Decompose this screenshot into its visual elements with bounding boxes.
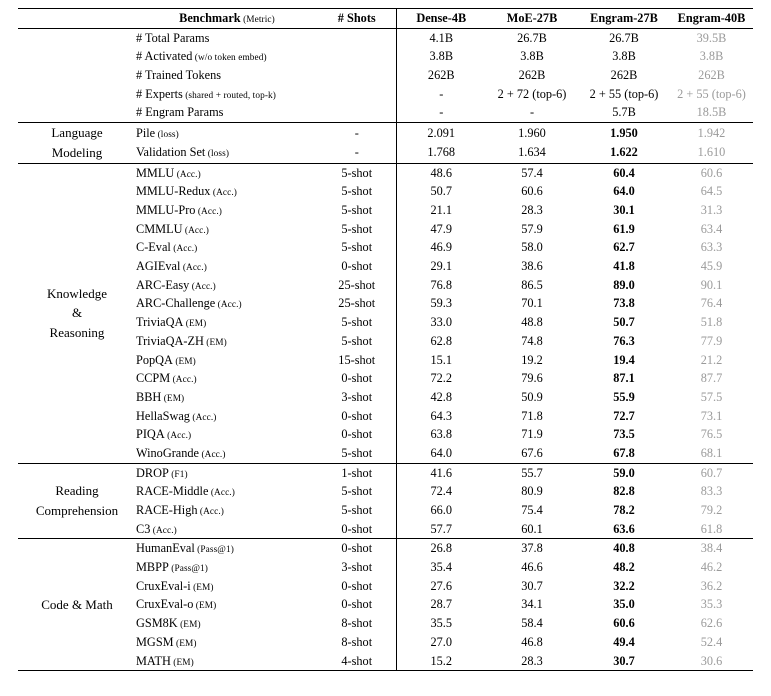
cell-dense4b: 26.8 xyxy=(396,539,486,558)
header-benchmark: Benchmark (Metric) xyxy=(179,11,275,25)
shots-value: 5-shot xyxy=(341,165,373,180)
benchmark-name: ARC-Easy (Acc.) xyxy=(136,277,216,292)
table-row xyxy=(18,29,753,48)
cell-dense4b: 262B xyxy=(396,66,486,85)
cell-moe27b: 38.6 xyxy=(521,259,543,274)
benchmark-name: CCPM (Acc.) xyxy=(136,371,197,386)
cell-engram40b: 61.8 xyxy=(700,521,723,536)
cell-engram40b: 31.3 xyxy=(700,203,723,217)
cell-engram27b: 72.7 xyxy=(613,408,635,423)
benchmark-name: PopQA (EM) xyxy=(136,352,196,367)
cell-dense4b: 41.6 xyxy=(396,464,486,483)
cell-dense4b: 72.4 xyxy=(396,482,486,501)
cell-engram27b: 59.0 xyxy=(613,465,635,480)
cell-dense4b: - xyxy=(396,85,486,104)
benchmark-name: TriviaQA-ZH (EM) xyxy=(136,333,227,348)
cell-engram27b: 89.0 xyxy=(613,277,635,292)
cell-engram27b: 61.9 xyxy=(613,221,635,236)
cell-dense4b: 57.7 xyxy=(396,520,486,539)
shots-value: 5-shot xyxy=(341,221,373,236)
cell-engram40b: 87.7 xyxy=(700,371,723,386)
cell-engram40b: 18.5B xyxy=(696,105,727,120)
cell-moe27b: 46.8 xyxy=(521,634,543,649)
benchmark-name: C-Eval (Acc.) xyxy=(136,240,198,255)
cell-engram27b: 48.2 xyxy=(613,560,635,575)
cell-engram27b: 1.950 xyxy=(610,125,638,140)
header-group-col xyxy=(18,9,136,28)
benchmark-name: AGIEval (Acc.) xyxy=(136,259,207,274)
cell-engram27b: 82.8 xyxy=(613,484,635,499)
cell-engram27b: 30.7 xyxy=(613,653,635,668)
benchmark-name: MBPP (Pass@1) xyxy=(136,560,208,575)
cell-moe27b: 26.7B xyxy=(517,30,547,45)
shots-value: 1-shot xyxy=(341,465,373,480)
header-shots: # Shots xyxy=(337,11,376,25)
cell-engram27b: 49.4 xyxy=(613,634,635,649)
cell-engram27b: 73.5 xyxy=(613,427,635,442)
cell-engram27b: 64.0 xyxy=(613,184,635,199)
cell-dense4b: 72.2 xyxy=(396,369,486,388)
cell-engram40b: 2 + 55 (top-6) xyxy=(677,86,746,101)
shots-value: - xyxy=(354,145,359,160)
cell-moe27b: 50.9 xyxy=(521,389,543,404)
cell-moe27b: 57.9 xyxy=(521,221,543,236)
benchmark-name: # Activated (w/o token embed) xyxy=(136,49,267,64)
cell-moe27b: 58.0 xyxy=(521,240,543,255)
cell-engram40b: 30.6 xyxy=(700,653,723,668)
table-row xyxy=(18,164,753,183)
row-group-label: Language Modeling xyxy=(51,125,103,160)
cell-engram27b: 87.1 xyxy=(613,371,635,386)
benchmark-name: CMMLU (Acc.) xyxy=(136,221,209,236)
benchmark-name: MMLU-Pro (Acc.) xyxy=(136,203,222,217)
shots-value: 8-shot xyxy=(341,616,373,631)
cell-moe27b: - xyxy=(529,105,535,120)
benchmark-name: CruxEval-o (EM) xyxy=(136,597,217,612)
benchmark-name: RACE-High (Acc.) xyxy=(136,503,225,517)
benchmark-results-table xyxy=(18,8,753,671)
cell-engram40b: 68.1 xyxy=(700,445,723,460)
benchmark-name: # Engram Params xyxy=(136,105,224,120)
cell-engram27b: 35.0 xyxy=(613,597,635,612)
cell-engram40b: 83.3 xyxy=(700,484,723,499)
cell-engram27b: 3.8B xyxy=(612,49,636,64)
cell-moe27b: 71.9 xyxy=(521,427,543,442)
cell-dense4b: 28.7 xyxy=(396,595,486,614)
cell-moe27b: 70.1 xyxy=(521,296,543,311)
cell-moe27b: 58.4 xyxy=(521,616,543,631)
cell-dense4b: 21.1 xyxy=(396,201,486,220)
shots-value: 0-shot xyxy=(341,408,373,423)
benchmark-name: ARC-Challenge (Acc.) xyxy=(136,296,242,311)
cell-moe27b: 46.6 xyxy=(521,560,543,575)
cell-engram40b: 3.8B xyxy=(699,49,724,64)
cell-moe27b: 28.3 xyxy=(521,653,543,668)
header-engram40b: Engram-40B xyxy=(677,11,746,25)
benchmark-name: CruxEval-i (EM) xyxy=(136,578,214,593)
benchmark-name: # Experts (shared + routed, top-k) xyxy=(136,86,276,101)
header-engram27b: Engram-27B xyxy=(590,11,658,25)
shots-value: 0-shot xyxy=(341,371,373,386)
shots-value: 5-shot xyxy=(341,333,373,348)
shots-value: 5-shot xyxy=(341,240,373,255)
benchmark-name: HellaSwag (Acc.) xyxy=(136,408,217,423)
cell-engram40b: 36.2 xyxy=(700,578,723,593)
cell-engram27b: 63.6 xyxy=(613,521,635,536)
cell-dense4b: 42.8 xyxy=(396,388,486,407)
cell-engram40b: 63.3 xyxy=(700,240,723,255)
table-row xyxy=(18,464,753,483)
cell-engram40b: 62.6 xyxy=(700,616,723,631)
shots-value: 0-shot xyxy=(341,541,373,556)
benchmark-name: HumanEval (Pass@1) xyxy=(136,541,234,556)
benchmark-name: BBH (EM) xyxy=(136,389,185,404)
cell-engram27b: 62.7 xyxy=(613,240,635,255)
cell-moe27b: 37.8 xyxy=(521,541,543,556)
shots-value: 0-shot xyxy=(341,521,373,536)
cell-moe27b: 34.1 xyxy=(521,597,543,612)
shots-value: 0-shot xyxy=(341,597,373,612)
row-group-label: Reading Comprehension xyxy=(35,483,119,518)
benchmark-name: # Total Params xyxy=(136,30,210,45)
cell-moe27b: 67.6 xyxy=(521,445,543,460)
cell-engram27b: 50.7 xyxy=(613,315,635,330)
cell-dense4b: 35.5 xyxy=(396,614,486,633)
cell-engram27b: 60.6 xyxy=(613,616,635,631)
cell-dense4b: 48.6 xyxy=(396,164,486,183)
cell-moe27b: 262B xyxy=(518,68,546,83)
cell-moe27b: 80.9 xyxy=(521,484,543,499)
cell-engram40b: 63.4 xyxy=(700,221,723,236)
benchmark-name: PIQA (Acc.) xyxy=(136,427,192,442)
cell-dense4b: 76.8 xyxy=(396,276,486,295)
shots-value: 25-shot xyxy=(338,296,376,311)
shots-value: 5-shot xyxy=(341,503,373,517)
cell-engram40b: 51.8 xyxy=(700,315,723,330)
cell-moe27b: 28.3 xyxy=(521,203,543,217)
cell-dense4b: - xyxy=(396,103,486,122)
shots-value: 3-shot xyxy=(341,560,373,575)
cell-dense4b: 15.1 xyxy=(396,351,486,370)
cell-engram27b: 26.7B xyxy=(609,30,639,45)
cell-moe27b: 3.8B xyxy=(520,49,544,64)
shots-value: 5-shot xyxy=(341,203,373,217)
shots-value: 25-shot xyxy=(338,277,376,292)
cell-engram40b: 76.5 xyxy=(700,427,723,442)
benchmark-name: MATH (EM) xyxy=(136,653,194,668)
cell-dense4b: 4.1B xyxy=(396,29,486,48)
cell-engram40b: 38.4 xyxy=(700,541,723,556)
cell-moe27b: 71.8 xyxy=(521,408,543,423)
cell-dense4b: 66.0 xyxy=(396,501,486,520)
cell-engram27b: 67.8 xyxy=(613,445,635,460)
shots-value xyxy=(318,29,396,48)
shots-value: 0-shot xyxy=(341,427,373,442)
shots-value: 0-shot xyxy=(341,578,373,593)
cell-dense4b: 27.0 xyxy=(396,633,486,652)
cell-engram40b: 79.2 xyxy=(700,503,723,517)
cell-moe27b: 74.8 xyxy=(521,333,543,348)
cell-dense4b: 50.7 xyxy=(396,182,486,201)
cell-engram27b: 76.3 xyxy=(613,333,635,348)
shots-value: 0-shot xyxy=(341,259,373,274)
shots-value xyxy=(318,47,396,66)
cell-moe27b: 55.7 xyxy=(521,465,543,480)
cell-engram27b: 60.4 xyxy=(613,165,635,180)
cell-engram40b: 76.4 xyxy=(700,296,723,311)
benchmark-name: Pile (loss) xyxy=(136,125,179,140)
cell-engram40b: 21.2 xyxy=(700,352,723,367)
shots-value: 5-shot xyxy=(341,315,373,330)
cell-engram40b: 35.3 xyxy=(700,597,723,612)
cell-engram40b: 90.1 xyxy=(700,277,723,292)
cell-engram40b: 60.6 xyxy=(700,165,723,180)
cell-engram27b: 5.7B xyxy=(612,105,636,120)
cell-dense4b: 64.3 xyxy=(396,407,486,426)
shots-value xyxy=(318,66,396,85)
cell-engram27b: 30.1 xyxy=(613,203,635,217)
cell-moe27b: 19.2 xyxy=(521,352,543,367)
cell-engram40b: 73.1 xyxy=(700,408,723,423)
row-group-label xyxy=(18,29,136,123)
cell-engram40b: 60.7 xyxy=(700,465,723,480)
benchmark-name: # Trained Tokens xyxy=(136,68,221,83)
benchmark-name: MGSM (EM) xyxy=(136,634,197,649)
cell-engram40b: 57.5 xyxy=(700,389,723,404)
shots-value xyxy=(318,85,396,104)
table-header-row xyxy=(18,9,753,28)
cell-moe27b: 2 + 72 (top-6) xyxy=(497,86,567,101)
cell-engram40b: 52.4 xyxy=(700,634,723,649)
cell-engram40b: 45.9 xyxy=(700,259,723,274)
cell-moe27b: 75.4 xyxy=(521,503,543,517)
cell-engram40b: 1.942 xyxy=(697,125,726,140)
cell-engram40b: 1.610 xyxy=(697,145,726,160)
cell-dense4b: 27.6 xyxy=(396,577,486,596)
cell-dense4b: 15.2 xyxy=(396,652,486,671)
cell-engram27b: 1.622 xyxy=(610,145,638,160)
cell-dense4b: 62.8 xyxy=(396,332,486,351)
benchmark-name: C3 (Acc.) xyxy=(136,521,177,536)
shots-value: 15-shot xyxy=(338,352,376,367)
cell-moe27b: 1.634 xyxy=(518,145,546,160)
cell-engram40b: 262B xyxy=(698,68,725,83)
benchmark-name: MMLU-Redux (Acc.) xyxy=(136,184,237,199)
cell-engram40b: 39.5B xyxy=(696,30,727,45)
benchmark-name: MMLU (Acc.) xyxy=(136,165,201,180)
cell-engram27b: 78.2 xyxy=(613,503,635,517)
benchmark-name: GSM8K (EM) xyxy=(136,616,201,631)
cell-engram27b: 40.8 xyxy=(613,541,635,556)
cell-engram27b: 32.2 xyxy=(613,578,635,593)
cell-dense4b: 3.8B xyxy=(396,47,486,66)
cell-engram27b: 41.8 xyxy=(613,259,635,274)
cell-dense4b: 47.9 xyxy=(396,220,486,239)
shots-value: 5-shot xyxy=(341,484,373,499)
cell-dense4b: 35.4 xyxy=(396,558,486,577)
table-row xyxy=(18,539,753,558)
cell-dense4b: 29.1 xyxy=(396,257,486,276)
table-row xyxy=(18,123,753,143)
cell-dense4b: 59.3 xyxy=(396,294,486,313)
shots-value: 8-shot xyxy=(341,634,373,649)
benchmark-name: RACE-Middle (Acc.) xyxy=(136,484,235,499)
horizontal-rule xyxy=(18,671,753,672)
cell-dense4b: 63.8 xyxy=(396,425,486,444)
cell-engram27b: 73.8 xyxy=(613,296,635,311)
cell-engram27b: 55.9 xyxy=(613,389,635,404)
cell-engram40b: 77.9 xyxy=(700,333,723,348)
cell-engram27b: 262B xyxy=(610,68,638,83)
cell-dense4b: 64.0 xyxy=(396,444,486,463)
cell-dense4b: 1.768 xyxy=(396,143,486,163)
cell-engram40b: 46.2 xyxy=(700,560,723,575)
cell-engram40b: 64.5 xyxy=(700,184,723,199)
cell-dense4b: 2.091 xyxy=(396,123,486,143)
cell-dense4b: 33.0 xyxy=(396,313,486,332)
shots-value: 5-shot xyxy=(341,445,373,460)
shots-value: 4-shot xyxy=(341,653,373,668)
benchmark-name: WinoGrande (Acc.) xyxy=(136,445,226,460)
cell-engram27b: 2 + 55 (top-6) xyxy=(589,86,659,101)
shots-value: - xyxy=(354,125,359,140)
cell-engram27b: 19.4 xyxy=(613,352,635,367)
cell-dense4b: 46.9 xyxy=(396,238,486,257)
cell-moe27b: 60.6 xyxy=(521,184,543,199)
cell-moe27b: 86.5 xyxy=(521,277,543,292)
row-group-label: Code & Math xyxy=(41,596,113,612)
shots-value: 5-shot xyxy=(341,184,373,199)
cell-moe27b: 48.8 xyxy=(521,315,543,330)
shots-value: 3-shot xyxy=(341,389,373,404)
cell-moe27b: 1.960 xyxy=(518,125,546,140)
header-dense4b: Dense-4B xyxy=(396,9,486,28)
cell-moe27b: 57.4 xyxy=(521,165,543,180)
row-group-label: Knowledge & Reasoning xyxy=(47,285,107,340)
benchmark-name: DROP (F1) xyxy=(136,465,188,480)
cell-moe27b: 79.6 xyxy=(521,371,543,386)
benchmark-name: TriviaQA (EM) xyxy=(136,315,207,330)
cell-moe27b: 60.1 xyxy=(521,521,543,536)
shots-value xyxy=(318,103,396,122)
benchmark-name: Validation Set (loss) xyxy=(136,145,230,160)
cell-moe27b: 30.7 xyxy=(521,578,543,593)
header-moe27b: MoE-27B xyxy=(506,11,558,25)
